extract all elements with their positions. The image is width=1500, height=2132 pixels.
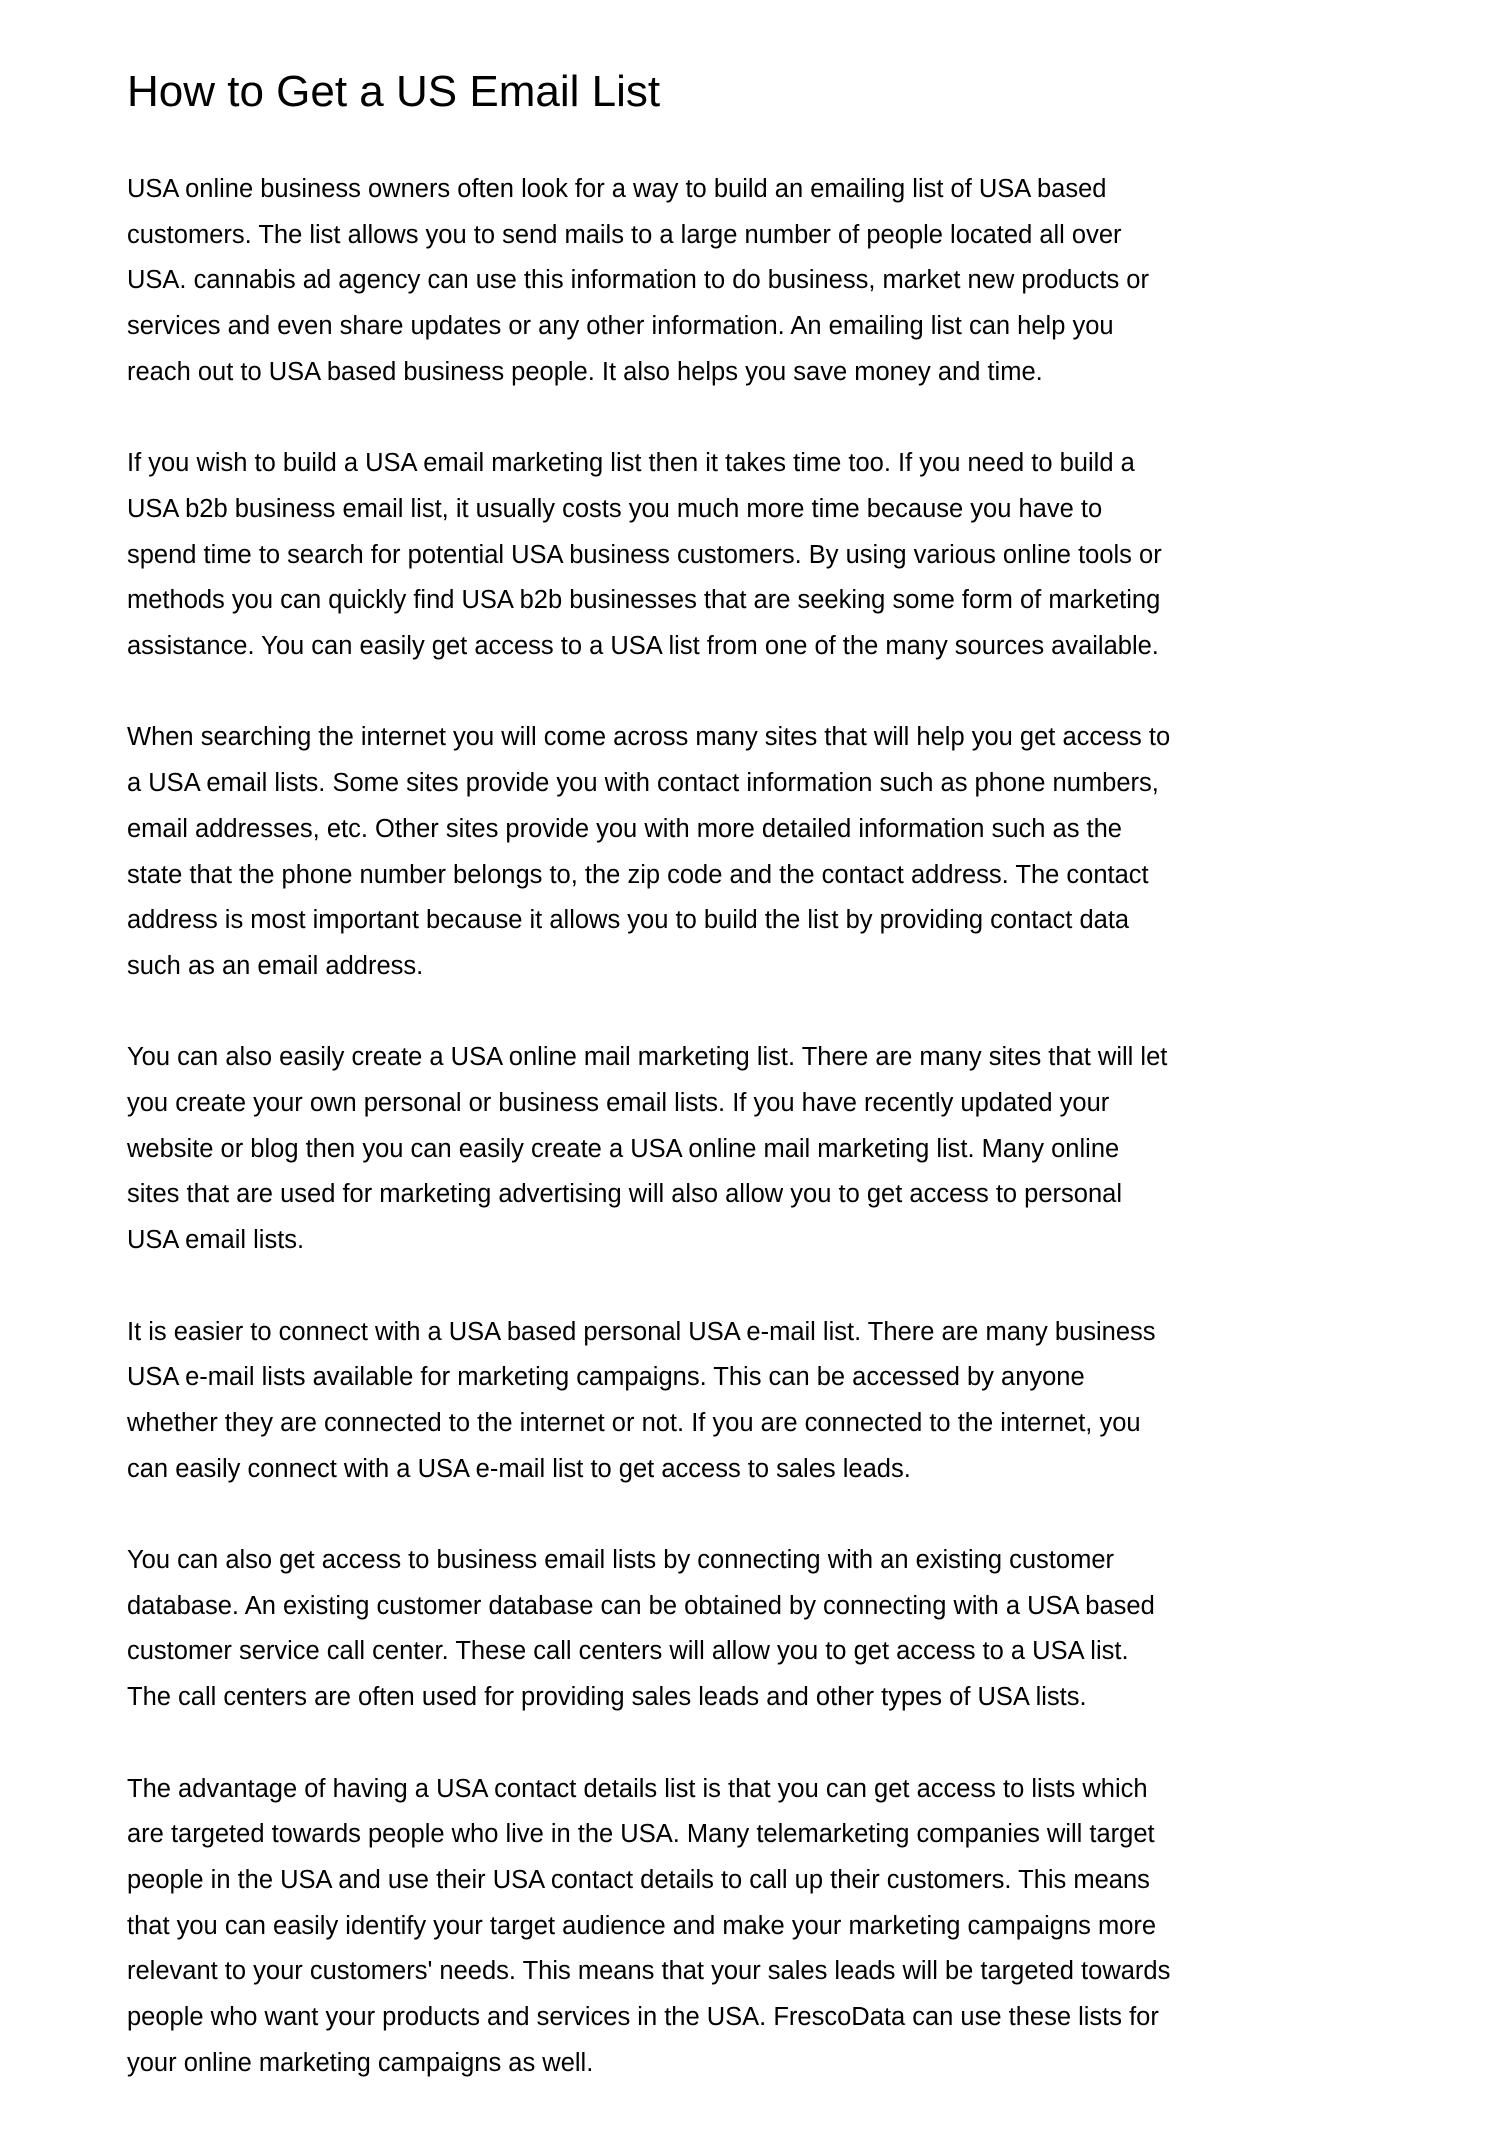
text-line: can easily connect with a USA e-mail list to get access to sales leads. (127, 1454, 911, 1483)
text-line: The advantage of having a USA contact details list is that you can get access to lists which (127, 1774, 1148, 1803)
text-line: USA e-mail lists available for marketing campaigns. This can be accessed by anyone (127, 1363, 1085, 1392)
text-line: whether they are connected to the internet or not. If you are connected to the internet, you (127, 1408, 1141, 1437)
text-line: When searching the internet you will come across many sites that will help you get access to (127, 723, 1171, 752)
text-line: The call centers are often used for providing sales leads and other types of USA lists. (127, 1683, 1087, 1712)
paragraph (127, 715, 1427, 989)
text-line: address is most important because it allows you to build the list by providing contact data (127, 906, 1130, 935)
text-line: USA online business owners often look for a way to build an emailing list of USA based (127, 175, 1107, 203)
text-line: you create your own personal or business email lists. If you have recently updated your (127, 1089, 1110, 1118)
text-line: USA email lists. (127, 1226, 305, 1255)
text-line: It is easier to connect with a USA based personal USA e-mail list. There are many business (127, 1317, 1156, 1346)
text-line: USA. cannabis ad agency can use this information to do business, market new products or (127, 266, 1149, 295)
text-line: services and even share updates or any other information. An emailing list can help you (127, 312, 1114, 341)
text-line: You can also get access to business email lists by connecting with an existing customer (127, 1546, 1114, 1575)
text-line: customer service call center. These call centers will allow you to get access to a USA list. (127, 1637, 1129, 1666)
paragraph (127, 1310, 1427, 1493)
text-line: a USA email lists. Some sites provide you with contact information such as phone numbers, (127, 769, 1159, 798)
text-line: spend time to search for potential USA business customers. By using various online tools or (127, 540, 1162, 569)
text-line: methods you can quickly find USA b2b businesses that are seeking some form of marketing (127, 586, 1161, 615)
text-line: You can also easily create a USA online mail marketing list. There are many sites that will let (127, 1043, 1168, 1072)
paragraph (127, 1767, 1427, 2087)
text-line: If you wish to build a USA email marketing list then it takes time too. If you need to build a (127, 449, 1135, 478)
text-line: that you can easily identify your target audience and make your marketing campaigns more (127, 1911, 1157, 1940)
text-line: people in the USA and use their USA contact details to call up their customers. This means (127, 1865, 1150, 1894)
paragraph (127, 167, 1427, 396)
text-line: such as an email address. (127, 951, 424, 980)
paragraph (127, 1035, 1427, 1264)
text-line: are targeted towards people who live in the USA. Many telemarketing companies will target (127, 1820, 1155, 1849)
text-line: sites that are used for marketing advertising will also allow you to get access to personal (127, 1180, 1122, 1209)
text-line: state that the phone number belongs to, the zip code and the contact address. The contact (127, 860, 1149, 889)
paragraph (127, 1538, 1427, 1721)
text-line: USA b2b business email list, it usually costs you much more time because you have to (127, 494, 1103, 523)
text-line: people who want your products and services in the USA. FrescoData can use these lists for (127, 2003, 1159, 2032)
text-line: database. An existing customer database can be obtained by connecting with a USA based (127, 1591, 1155, 1620)
text-line: your online marketing campaigns as well. (127, 2048, 594, 2077)
text-line: customers. The list allows you to send mails to a large number of people located all over (127, 220, 1122, 249)
text-line: reach out to USA based business people. It also helps you save money and time. (127, 357, 1043, 386)
paragraph (127, 441, 1427, 670)
text-line: relevant to your customers' needs. This means that your sales leads will be targeted towards (127, 1957, 1171, 1986)
page-title: How to Get a US Email List (127, 67, 661, 116)
text-line: assistance. You can easily get access to a USA list from one of the many sources available. (127, 632, 1159, 661)
article-body (127, 167, 1427, 2132)
text-line: website or blog then you can easily create a USA online mail marketing list. Many online (127, 1134, 1120, 1163)
text-line: email addresses, etc. Other sites provide you with more detailed information such as the (127, 814, 1122, 843)
